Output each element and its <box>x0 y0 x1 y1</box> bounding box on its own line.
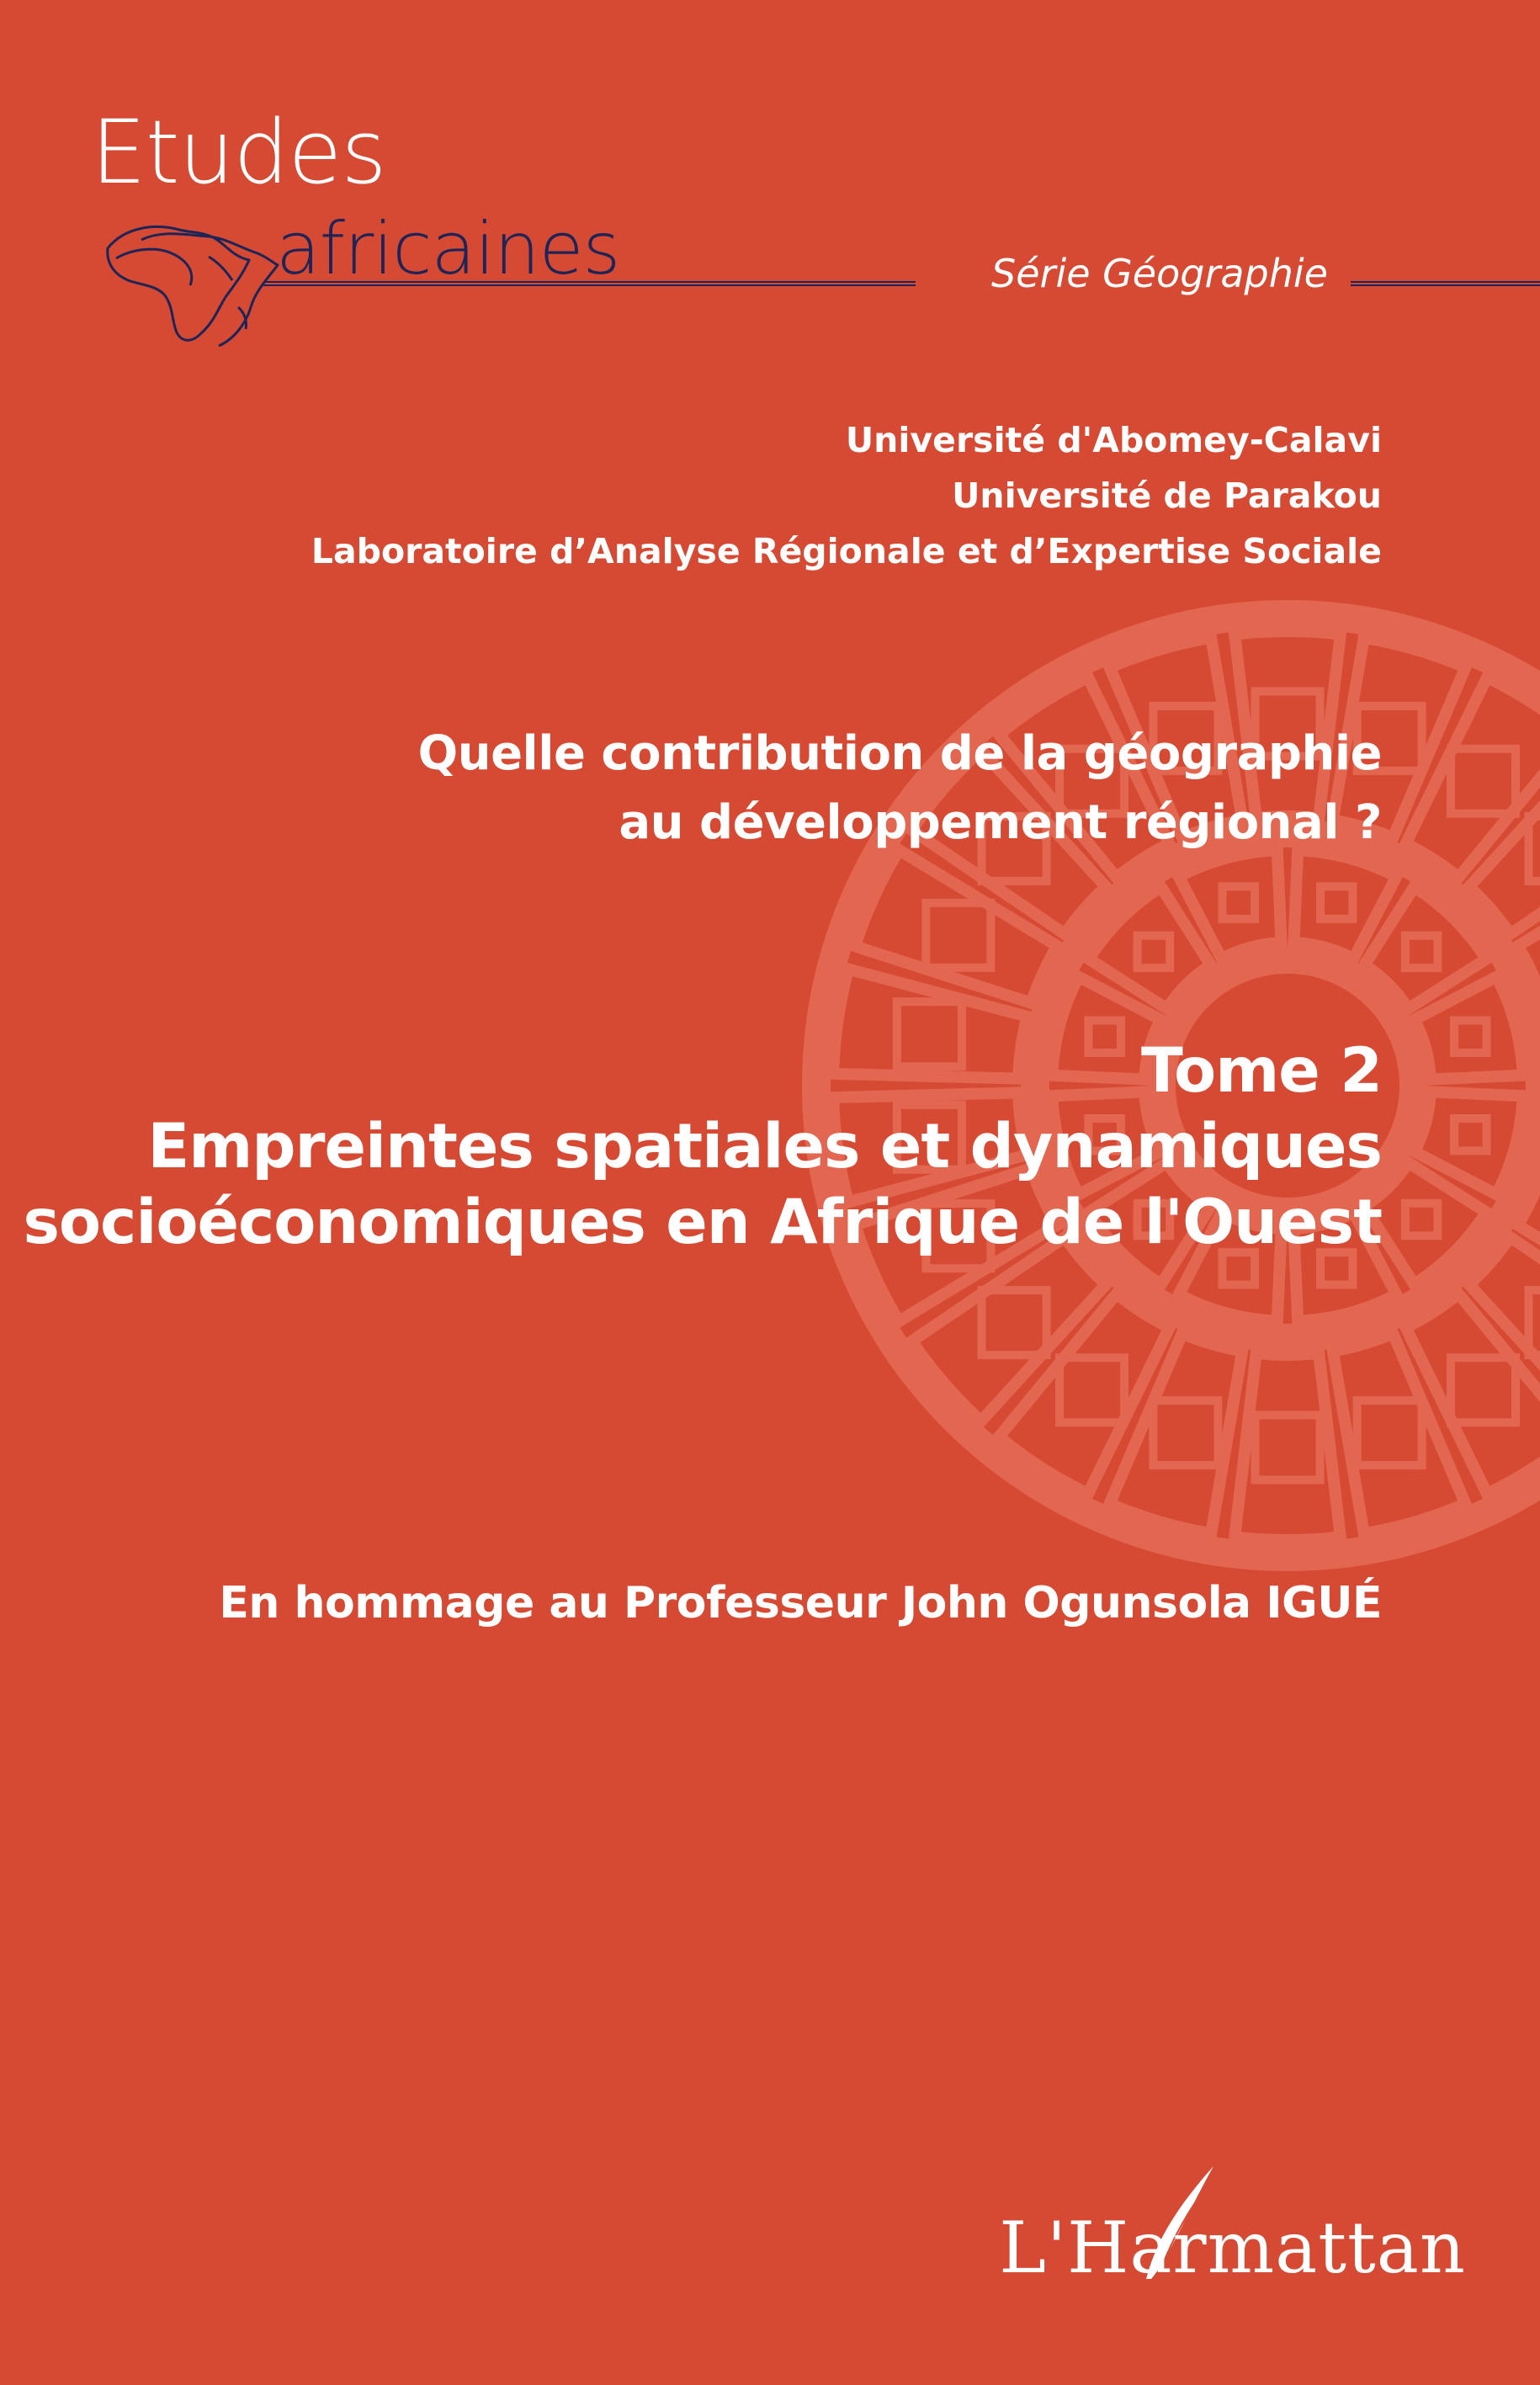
institution-line: Laboratoire d’Analyse Régionale et d’Expertise Sociale <box>311 531 1382 571</box>
ornament-square <box>1454 1021 1487 1054</box>
ornament-square <box>926 903 990 968</box>
ornament-square <box>1320 886 1353 919</box>
ornament-square <box>1528 1290 1540 1355</box>
book-title <box>418 720 1382 858</box>
publisher-name: L'Harmattan <box>999 2207 1466 2289</box>
book-title-line: Quelle contribution de la géographie <box>417 726 1382 781</box>
brand-africaines-text: africaines <box>276 207 620 291</box>
volume-block <box>23 1033 1382 1261</box>
institution-line: Université d'Abomey-Calavi <box>845 420 1382 460</box>
ornament-square <box>1357 1400 1422 1465</box>
series-name: Série Géographie <box>991 251 1328 296</box>
ornament-segment <box>1110 1333 1243 1533</box>
series-rule-right <box>1351 280 1540 289</box>
ornament-segment <box>1235 1353 1341 1540</box>
institution-line: Université de Parakou <box>952 475 1382 516</box>
homage-line: En hommage au Professeur John Ogunsola IGUÉ <box>219 1578 1382 1628</box>
series-logo <box>91 101 680 353</box>
brand-etudes-text: Etudes <box>91 101 386 204</box>
book-title-line: au développement régional ? <box>619 795 1382 850</box>
ornament-square <box>1405 936 1438 969</box>
volume-subtitle-line: Empreintes spatiales et dynamiques <box>147 1111 1382 1182</box>
ornament-square <box>1059 1357 1124 1422</box>
ornament-square <box>1451 1357 1516 1422</box>
series-rule-left <box>263 280 916 289</box>
ornament-square <box>1454 1118 1487 1151</box>
ornament-square <box>982 1290 1047 1355</box>
ornament-square <box>1256 1416 1320 1480</box>
ornament-square <box>1528 816 1540 881</box>
ornament-segment <box>1333 1333 1466 1533</box>
ornament-square <box>1451 749 1516 814</box>
publisher-logo <box>877 2163 1466 2289</box>
volume-number: Tome 2 <box>1140 1035 1382 1107</box>
volume-subtitle-line: socioéconomiques en Afrique de l'Ouest <box>23 1187 1382 1258</box>
ornament-square <box>1153 1400 1218 1465</box>
ornament-square <box>1223 886 1256 919</box>
ornament-square <box>1138 936 1171 969</box>
ornament-square <box>1405 1203 1438 1236</box>
institutions-block <box>311 412 1382 579</box>
